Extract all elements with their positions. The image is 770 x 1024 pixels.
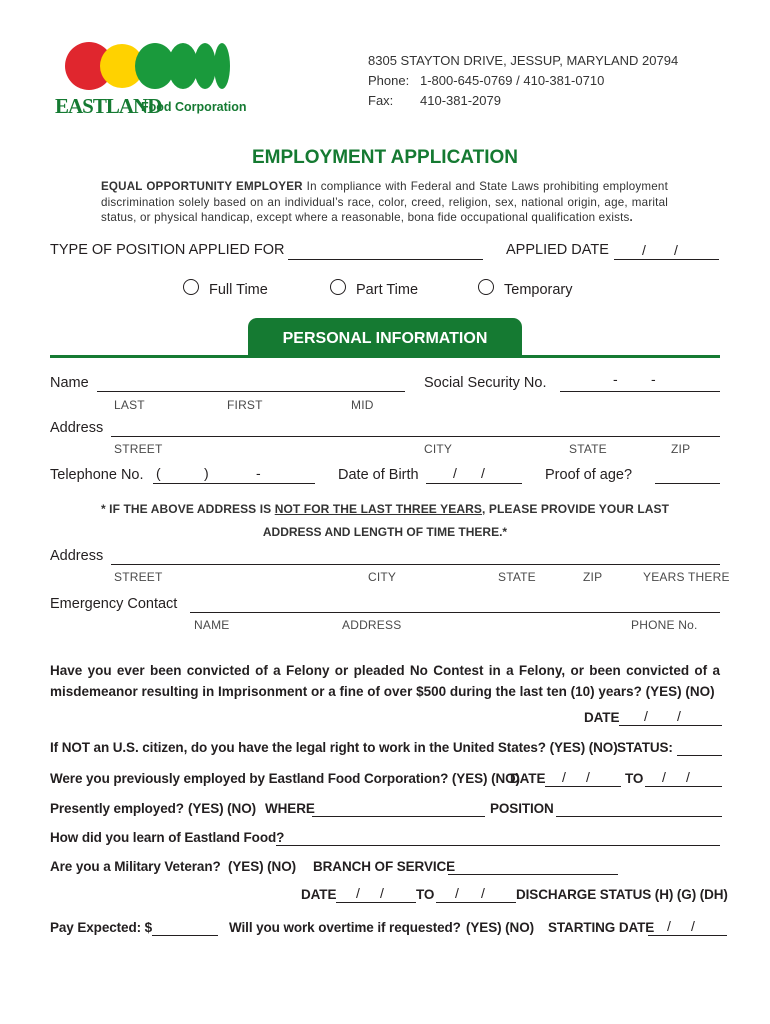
name-field[interactable] [97, 391, 405, 392]
company-fax-label: Fax: [368, 93, 394, 108]
position-label-q: POSITION [490, 801, 554, 816]
address-sub-state: STATE [569, 442, 607, 456]
eoe-statement [101, 179, 668, 226]
service-from-slash: / [356, 885, 360, 901]
eoe-text: In compliance with Federal and State Laws prohibiting employment discrimination solely based on an individual’s race, color, creed, religion, sex, national origin, age, marital status, or physical handicap, except where a reasonable, bona fide occupational qualification exists [101, 180, 668, 224]
branch-label: BRANCH OF SERVICE [313, 859, 456, 874]
ssn-field[interactable] [560, 391, 720, 392]
overtime-yes-no: (YES) (NO) [466, 920, 534, 935]
prev-employed-question: Were you previously employed by Eastland Food Corporation? (YES) (NO) [50, 771, 520, 786]
applied-date-field[interactable] [614, 259, 719, 260]
prev-employed-to-field[interactable] [645, 786, 722, 787]
part-time-label: Part Time [356, 282, 419, 298]
felony-date-field[interactable] [619, 725, 722, 726]
telephone-paren: ) [204, 465, 209, 481]
address-label: Address [50, 420, 104, 436]
eoe-end: . [629, 211, 633, 224]
veteran-yes-no: (YES) (NO) [228, 859, 296, 874]
company-phone: 1-800-645-0769 / 410-381-0710 [420, 73, 605, 88]
position-field[interactable] [288, 259, 483, 260]
note-post: , PLEASE PROVIDE YOUR LAST [481, 502, 670, 516]
pay-expected-field[interactable] [152, 935, 218, 936]
emergency-contact-label: Emergency Contact [50, 596, 178, 612]
felony-date-label: DATE [584, 710, 620, 725]
status-label: STATUS: [617, 740, 673, 755]
dob-field[interactable] [426, 483, 522, 484]
presently-employed-question: Presently employed? [50, 801, 184, 816]
pay-expected-label: Pay Expected: $ [50, 920, 153, 935]
brand-word: EASTLAND [55, 94, 162, 118]
telephone-dash: - [256, 465, 261, 481]
status-field[interactable] [677, 755, 722, 756]
prev-date-slash: / [562, 769, 566, 785]
address2-field[interactable] [111, 564, 720, 565]
prev-employed-from-field[interactable] [545, 786, 621, 787]
section-divider [50, 355, 720, 358]
prev-employed-to-label: TO [625, 771, 644, 786]
note-line2: ADDRESS AND LENGTH OF TIME THERE.* [262, 525, 508, 539]
service-to-field[interactable] [436, 902, 516, 903]
service-to-label: TO [416, 887, 435, 902]
service-from-slash: / [380, 885, 384, 901]
temporary-radio[interactable] [478, 279, 494, 295]
telephone-field[interactable] [153, 483, 315, 484]
previous-address-note [0, 502, 770, 516]
ssn-label: Social Security No. [424, 375, 547, 391]
telephone-paren: ( [156, 465, 161, 481]
address-sub-zip: ZIP [671, 442, 691, 456]
overtime-question: Will you work overtime if requested? [229, 920, 461, 935]
service-to-slash: / [481, 885, 485, 901]
where-label: WHERE [265, 801, 315, 816]
telephone-label: Telephone No. [50, 467, 144, 483]
dob-slash: / [453, 465, 457, 481]
ssn-dash: - [651, 371, 656, 387]
form-title: EMPLOYMENT APPLICATION [252, 147, 518, 168]
applied-date-label: APPLIED DATE [506, 242, 609, 258]
service-date-label: DATE [301, 887, 337, 902]
address-field[interactable] [111, 436, 720, 437]
logo-circles-icon [55, 40, 245, 92]
service-from-field[interactable] [336, 902, 416, 903]
personal-info-header: PERSONAL INFORMATION [282, 330, 488, 347]
prev-to-slash: / [662, 769, 666, 785]
eoe-lead: EQUAL OPPORTUNITY EMPLOYER [101, 180, 303, 193]
dob-slash: / [481, 465, 485, 481]
full-time-radio[interactable] [183, 279, 199, 295]
veteran-question: Are you a Military Veteran? [50, 859, 221, 874]
address2-label: Address [50, 548, 104, 564]
starting-date-field[interactable] [648, 935, 727, 936]
felony-question: Have you ever been convicted of a Felony or pleaded No Contest in a Felony, or been convicted of a misdemeanor resulting in Imprisonment or a fine of over $500 during the last ten (10) years? (YES) (NO) [50, 663, 720, 699]
starting-date-slash: / [667, 918, 671, 934]
felony-date-slash: / [677, 708, 681, 724]
proof-of-age-field[interactable] [655, 483, 720, 484]
company-address: 8305 STAYTON DRIVE, JESSUP, MARYLAND 20794 [368, 53, 679, 68]
company-fax: 410-381-2079 [420, 93, 501, 108]
starting-date-label: STARTING DATE [548, 920, 655, 935]
applied-date-slash: / [642, 242, 646, 258]
name-sub-mid: MID [351, 398, 374, 412]
temporary-label: Temporary [504, 282, 573, 298]
address-sub-city: CITY [424, 442, 453, 456]
address2-sub-years: YEARS THERE [643, 570, 730, 584]
learn-field[interactable] [276, 845, 720, 846]
part-time-radio[interactable] [330, 279, 346, 295]
position-q-field[interactable] [556, 816, 722, 817]
dob-label: Date of Birth [338, 467, 419, 483]
discharge-status-label: DISCHARGE STATUS (H) (G) (DH) [516, 887, 728, 902]
address2-sub-zip: ZIP [583, 570, 603, 584]
applied-date-slash: / [674, 242, 678, 258]
emergency-sub-name: NAME [194, 618, 230, 632]
where-field[interactable] [312, 816, 485, 817]
name-label: Name [50, 375, 89, 391]
emergency-contact-field[interactable] [190, 612, 720, 613]
position-label: TYPE OF POSITION APPLIED FOR [50, 242, 285, 258]
ssn-dash: - [613, 371, 618, 387]
address2-sub-city: CITY [368, 570, 397, 584]
name-sub-first: FIRST [227, 398, 263, 412]
service-to-slash: / [455, 885, 459, 901]
felony-date-slash: / [644, 708, 648, 724]
name-sub-last: LAST [114, 398, 145, 412]
address2-sub-state: STATE [498, 570, 536, 584]
note-pre: * IF THE ABOVE ADDRESS IS [100, 502, 275, 516]
prev-employed-date-label: DATE [510, 771, 546, 786]
branch-field[interactable] [448, 874, 618, 875]
citizen-question: If NOT an U.S. citizen, do you have the legal right to work in the United States? (YES) (NO) [50, 740, 618, 755]
brand-suffix: Food Corporation [141, 100, 247, 114]
prev-date-slash: / [586, 769, 590, 785]
full-time-label: Full Time [209, 282, 268, 298]
prev-to-slash: / [686, 769, 690, 785]
starting-date-slash: / [691, 918, 695, 934]
learn-question: How did you learn of Eastland Food? [50, 830, 285, 845]
company-phone-label: Phone: [368, 73, 410, 88]
emergency-sub-address: ADDRESS [342, 618, 402, 632]
emergency-sub-phone: PHONE No. [631, 618, 698, 632]
address2-sub-street: STREET [114, 570, 163, 584]
proof-of-age-label: Proof of age? [545, 467, 633, 483]
presently-yes-no: (YES) (NO) [188, 801, 256, 816]
address-sub-street: STREET [114, 442, 163, 456]
note-under: NOT FOR THE LAST THREE YEARS [274, 502, 482, 516]
